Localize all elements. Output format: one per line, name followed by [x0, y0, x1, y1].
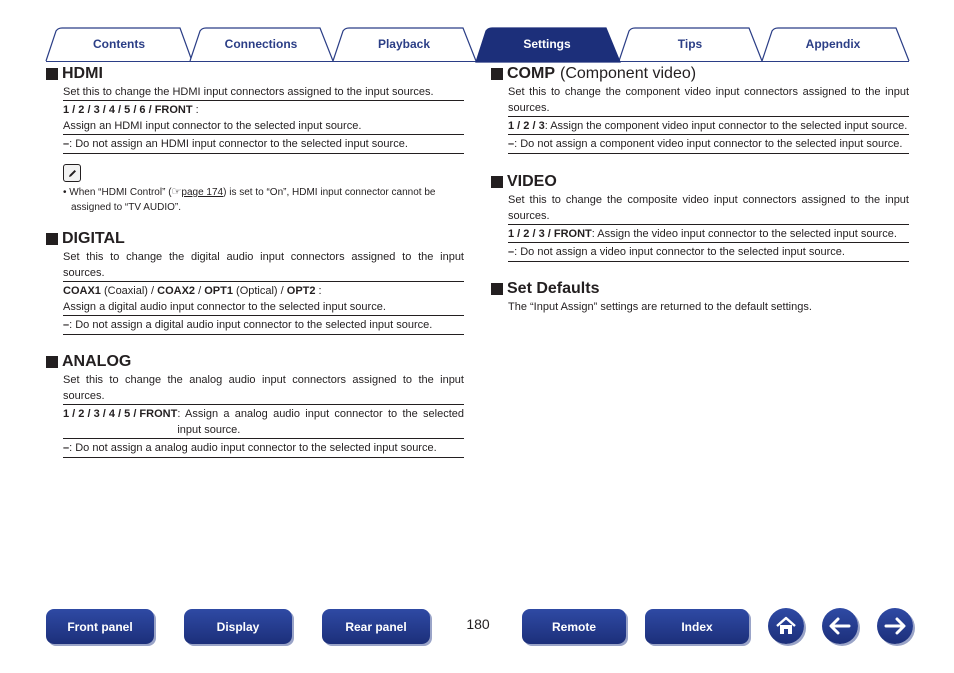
- note-pencil-icon: [63, 164, 81, 182]
- defaults-heading: Set Defaults: [491, 279, 909, 299]
- tab-shapes: [0, 0, 954, 64]
- back-arrow-icon: [827, 614, 853, 638]
- square-bullet-icon: [46, 233, 58, 245]
- video-option-none: – : Do not assign a video input connector to the selected input source.: [508, 242, 909, 262]
- tab-contents[interactable]: Contents: [93, 37, 145, 51]
- page-174-link[interactable]: page 174: [181, 187, 224, 198]
- defaults-section: [491, 279, 909, 315]
- left-column: [46, 64, 464, 458]
- forward-button[interactable]: [877, 608, 913, 644]
- square-bullet-icon: [491, 283, 503, 295]
- tab-bar: [0, 0, 954, 64]
- hdmi-note: • When “HDMI Control” (☞page 174) is set to “On”, HDMI input connector cannot be assigned to “TV AUDIO”.: [63, 186, 436, 213]
- comp-heading: COMP (Component video): [491, 64, 909, 84]
- back-button[interactable]: [822, 608, 858, 644]
- remote-button[interactable]: Remote: [522, 609, 626, 644]
- comp-section: [491, 64, 909, 154]
- tab-connections[interactable]: Connections: [224, 37, 298, 51]
- square-bullet-icon: [46, 356, 58, 368]
- page-number: 180: [466, 616, 490, 632]
- reference-hand-icon: ☞: [171, 186, 182, 198]
- tab-settings[interactable]: Settings: [523, 37, 571, 51]
- tab-tips[interactable]: Tips: [677, 37, 703, 51]
- analog-option-assign: 1 / 2 / 3 / 4 / 5 / FRONT : Assign a analog audio input connector to the selected input source.: [63, 404, 464, 438]
- analog-description: Set this to change the analog audio input connectors assigned to the input sources.: [63, 374, 464, 402]
- digital-heading: DIGITAL: [46, 229, 464, 249]
- hdmi-description: Set this to change the HDMI input connectors assigned to the input sources.: [63, 86, 434, 98]
- forward-arrow-icon: [882, 614, 908, 638]
- right-column: [491, 64, 909, 315]
- video-section: [491, 172, 909, 262]
- digital-description: Set this to change the digital audio input connectors assigned to the input sources.: [63, 251, 464, 279]
- digital-option-assign: COAX1 (Coaxial) / COAX2 / OPT1 (Optical) / OPT2 : Assign a digital audio input connector to the selected input source.: [63, 281, 464, 315]
- square-bullet-icon: [491, 68, 503, 80]
- digital-section: [46, 229, 464, 335]
- analog-heading: ANALOG: [46, 352, 464, 372]
- video-description: Set this to change the composite video input connectors assigned to the input sources.: [508, 194, 909, 222]
- comp-option-none: – : Do not assign a component video input connector to the selected input source.: [508, 134, 909, 154]
- hdmi-heading: HDMI: [46, 64, 464, 84]
- defaults-description: The “Input Assign” settings are returned to the default settings.: [508, 301, 812, 313]
- hdmi-option-assign: 1 / 2 / 3 / 4 / 5 / 6 / FRONT : Assign an HDMI input connector to the selected input source.: [63, 100, 464, 134]
- analog-option-none: – : Do not assign a analog audio input connector to the selected input source.: [63, 438, 464, 458]
- analog-section: [46, 352, 464, 458]
- display-button[interactable]: Display: [184, 609, 292, 644]
- square-bullet-icon: [46, 68, 58, 80]
- comp-option-assign: 1 / 2 / 3 : Assign the component video input connector to the selected input source.: [508, 116, 909, 134]
- home-button[interactable]: [768, 608, 804, 644]
- home-icon: [774, 614, 798, 638]
- tab-appendix[interactable]: Appendix: [805, 37, 861, 51]
- index-button[interactable]: Index: [645, 609, 749, 644]
- square-bullet-icon: [491, 176, 503, 188]
- hdmi-section: [46, 64, 464, 215]
- tab-playback[interactable]: Playback: [377, 37, 431, 51]
- video-heading: VIDEO: [491, 172, 909, 192]
- hdmi-option-none: – : Do not assign an HDMI input connector to the selected input source.: [63, 134, 464, 154]
- rear-panel-button[interactable]: Rear panel: [322, 609, 430, 644]
- front-panel-button[interactable]: Front panel: [46, 609, 154, 644]
- video-option-assign: 1 / 2 / 3 / FRONT : Assign the video input connector to the selected input source.: [508, 224, 909, 242]
- digital-option-none: – : Do not assign a digital audio input connector to the selected input source.: [63, 315, 464, 335]
- comp-description: Set this to change the component video input connectors assigned to the input sources.: [508, 86, 909, 114]
